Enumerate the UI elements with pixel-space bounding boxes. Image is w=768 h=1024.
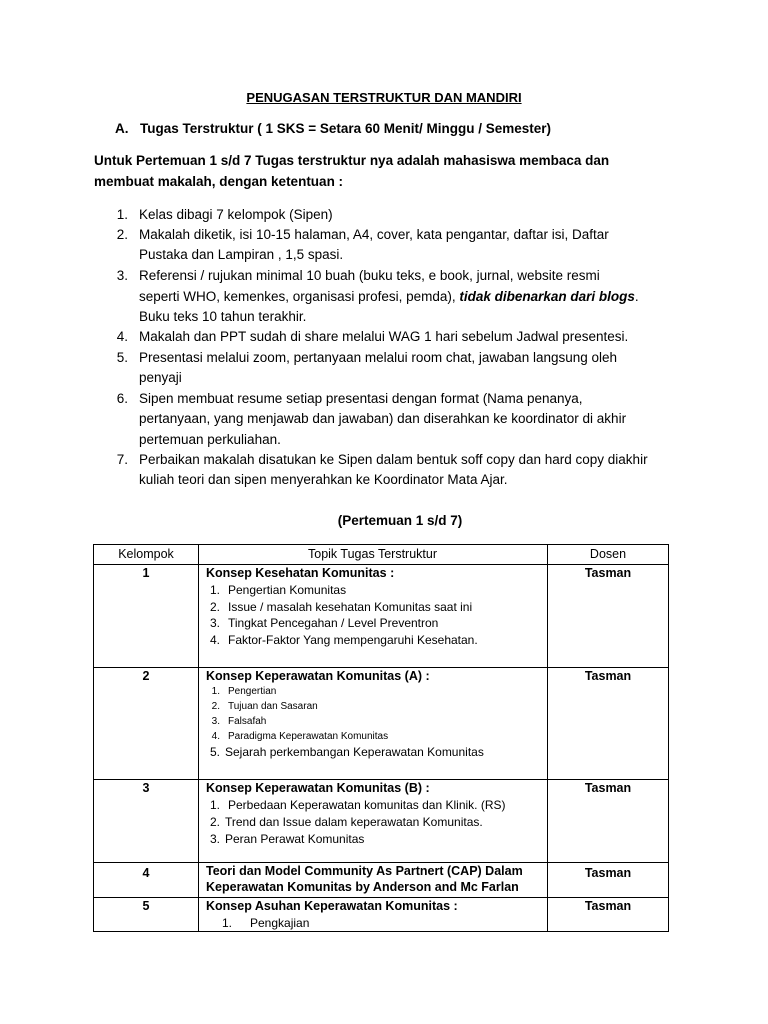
rule-number: 2. bbox=[116, 227, 128, 242]
row-divider bbox=[94, 667, 668, 668]
topic-item-text: Trend dan Issue dalam keperawatan Komunitas. bbox=[225, 815, 483, 829]
topic-item-text: Sejarah perkembangan Keperawatan Komunitas bbox=[225, 745, 484, 759]
rule-number: 6. bbox=[116, 391, 128, 406]
topic-item-text: Issue / masalah kesehatan Komunitas saat ini bbox=[228, 600, 473, 614]
page-title: PENUGASAN TERSTRUKTUR DAN MANDIRI bbox=[246, 90, 522, 105]
column-header-topik: Topik Tugas Terstruktur bbox=[308, 547, 437, 561]
topic-item-number: 3. bbox=[209, 832, 220, 846]
intro-line-1: Untuk Pertemuan 1 s/d 7 Tugas terstruktur nya adalah mahasiswa membaca dan bbox=[94, 153, 610, 168]
column-divider bbox=[198, 545, 199, 931]
cell-dosen: Tasman bbox=[584, 866, 632, 880]
section-a-marker: A. bbox=[115, 121, 129, 136]
topic-item-text: Pengertian bbox=[228, 686, 277, 697]
cell-topic-heading: Konsep Kesehatan Komunitas : bbox=[206, 566, 395, 580]
section-a-heading: Tugas Terstruktur ( 1 SKS = Setara 60 Menit/ Minggu / Semester) bbox=[140, 121, 551, 136]
rule-number: 4. bbox=[116, 329, 128, 344]
rule-text: Sipen membuat resume setiap presentasi dengan format (Nama penanya, bbox=[139, 391, 583, 406]
cell-topic-heading: Konsep Keperawatan Komunitas (B) : bbox=[206, 781, 430, 795]
topic-item-number: 2. bbox=[209, 815, 220, 829]
topic-item-number: 1. bbox=[221, 916, 232, 930]
row-divider bbox=[94, 779, 668, 780]
rule-number: 1. bbox=[116, 207, 128, 222]
cell-dosen: Tasman bbox=[584, 566, 632, 580]
rule-text: Kelas dibagi 7 kelompok (Sipen) bbox=[139, 207, 333, 222]
rule-text: penyaji bbox=[139, 370, 182, 385]
rule-text: Makalah diketik, isi 10-15 halaman, A4, cover, kata pengantar, daftar isi, Daftar bbox=[139, 227, 609, 242]
topic-item-number: 2. bbox=[211, 701, 220, 712]
topic-item-text: Perbedaan Keperawatan komunitas dan Klinik. (RS) bbox=[228, 798, 506, 812]
topic-item-number: 4. bbox=[209, 633, 220, 647]
row-divider bbox=[94, 564, 668, 565]
topic-item-number: 4. bbox=[211, 731, 220, 742]
rule-text: Buku teks 10 tahun terakhir. bbox=[139, 309, 307, 324]
cell-kelompok: 1 bbox=[142, 566, 150, 580]
topic-item-number: 1. bbox=[211, 686, 220, 697]
topic-item-number: 5. bbox=[209, 745, 220, 759]
rule-text: Referensi / rujukan minimal 10 buah (buku teks, e book, jurnal, website resmi bbox=[139, 268, 600, 283]
rule-number: 5. bbox=[116, 350, 128, 365]
column-header-dosen: Dosen bbox=[589, 547, 627, 561]
rule-text-tail: . bbox=[634, 289, 639, 304]
topic-item-text: Paradigma Keperawatan Komunitas bbox=[228, 731, 389, 742]
table-caption: (Pertemuan 1 s/d 7) bbox=[337, 513, 463, 528]
topic-item-text: Tingkat Pencegahan / Level Preventron bbox=[228, 616, 439, 630]
rule-text: Makalah dan PPT sudah di share melalui WAG 1 hari sebelum Jadwal presentesi. bbox=[139, 329, 629, 344]
cell-topic-line: Teori dan Model Community As Partnert (CAP) Dalam bbox=[206, 864, 523, 878]
topic-item-text: Pengertian Komunitas bbox=[228, 583, 347, 597]
row-divider bbox=[94, 862, 668, 863]
rule-text: Pustaka dan Lampiran , 1,5 spasi. bbox=[139, 247, 344, 262]
topic-table bbox=[93, 544, 669, 932]
cell-topic-line: Keperawatan Komunitas by Anderson and Mc Farlan bbox=[206, 880, 519, 894]
rule-number: 7. bbox=[116, 452, 128, 467]
topic-item-text: Tujuan dan Sasaran bbox=[228, 701, 318, 712]
topic-item-number: 1. bbox=[209, 583, 220, 597]
cell-kelompok: 4 bbox=[142, 866, 150, 880]
topic-item-number: 3. bbox=[209, 616, 220, 630]
rule-text: pertemuan perkuliahan. bbox=[139, 432, 281, 447]
intro-line-2: membuat makalah, dengan ketentuan : bbox=[94, 174, 344, 189]
rule-number: 3. bbox=[116, 268, 128, 283]
cell-dosen: Tasman bbox=[584, 781, 632, 795]
rule-text-with-emphasis bbox=[139, 289, 639, 304]
rule-emphasis: tidak dibenarkan dari blogs bbox=[459, 289, 635, 304]
rule-text: pertanyaan, yang menjawab dan jawaban) dan diserahkan ke koordinator di akhir bbox=[139, 411, 627, 426]
topic-item-number: 3. bbox=[211, 716, 220, 727]
rule-text: Presentasi melalui zoom, pertanyaan melalui room chat, jawaban langsung oleh bbox=[139, 350, 618, 365]
rule-text: seperti WHO, kemenkes, organisasi profesi, pemda), bbox=[139, 289, 460, 304]
topic-item-text: Pengkajian bbox=[250, 916, 310, 930]
topic-item-text: Faktor-Faktor Yang mempengaruhi Kesehatan. bbox=[228, 633, 478, 647]
topic-item-text: Peran Perawat Komunitas bbox=[225, 832, 365, 846]
cell-dosen: Tasman bbox=[584, 669, 632, 683]
column-header-kelompok: Kelompok bbox=[118, 547, 174, 561]
row-divider bbox=[94, 897, 668, 898]
rule-text: Perbaikan makalah disatukan ke Sipen dalam bentuk soff copy dan hard copy diakhir bbox=[139, 452, 648, 467]
topic-item-number: 2. bbox=[209, 600, 220, 614]
cell-topic-heading: Konsep Keperawatan Komunitas (A) : bbox=[206, 669, 430, 683]
topic-item-number: 1. bbox=[209, 798, 220, 812]
cell-kelompok: 5 bbox=[142, 899, 150, 913]
cell-dosen: Tasman bbox=[584, 899, 632, 913]
rule-text: kuliah teori dan sipen menyerahkan ke Koordinator Mata Ajar. bbox=[139, 472, 508, 487]
cell-topic-heading: Konsep Asuhan Keperawatan Komunitas : bbox=[206, 899, 458, 913]
cell-kelompok: 2 bbox=[142, 669, 150, 683]
topic-item-text: Falsafah bbox=[228, 716, 267, 727]
cell-kelompok: 3 bbox=[142, 781, 150, 795]
